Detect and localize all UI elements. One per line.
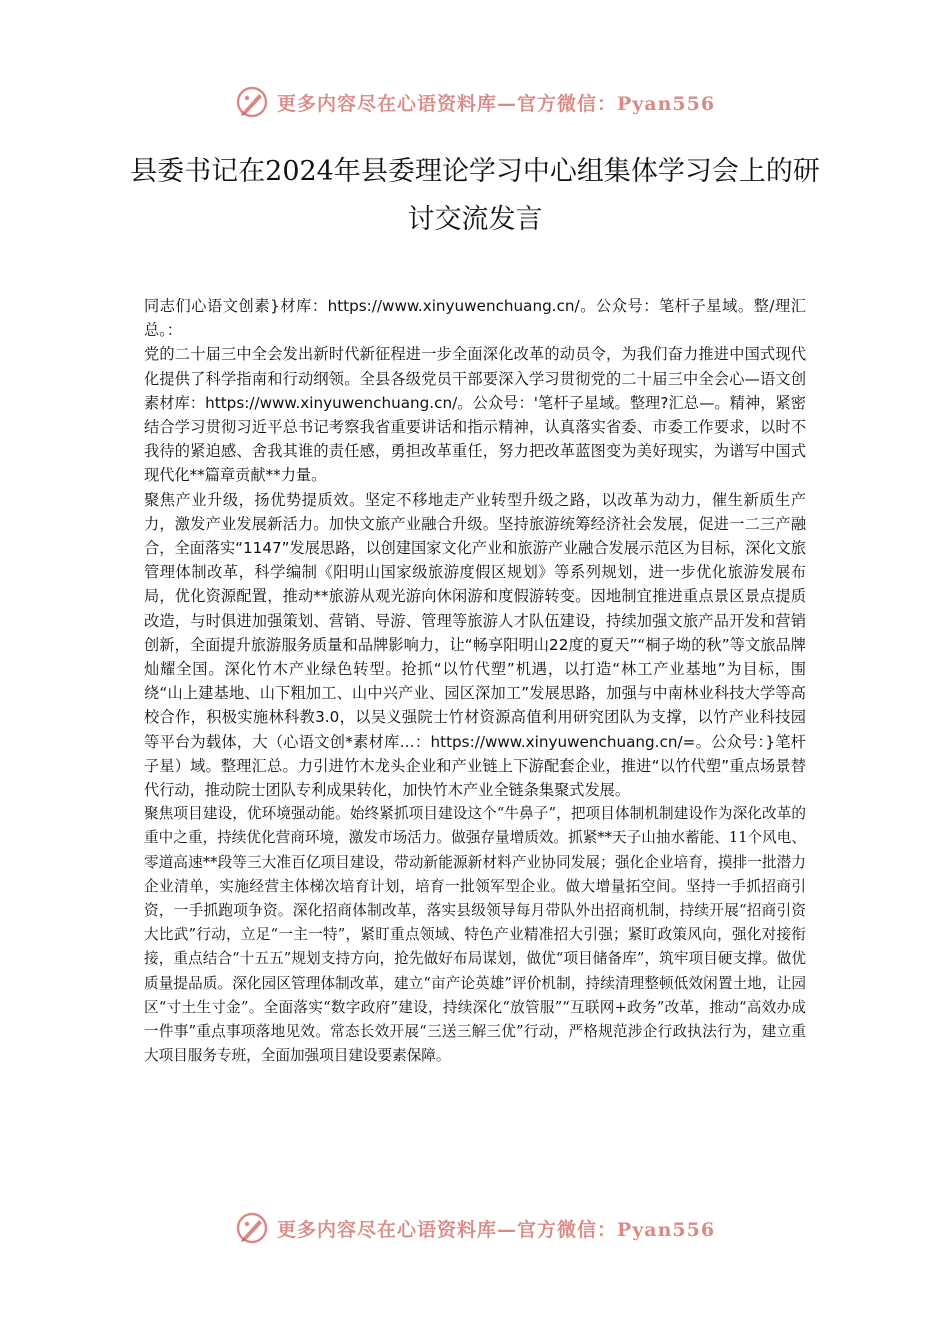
paragraph-intro: 同志们心语文创素}材库：https://www.xinyuwenchuang.cn/。公众号：笔杆子星域。整/理汇总。： — [144, 297, 806, 340]
footer-banner — [0, 1208, 950, 1248]
paragraph-reform-study: 党的二十届三中全会发出新时代新征程进一步全面深化改革的动员令，为我们奋力推进中国式现代化提供了科学指南和行动纲领。全县各级党员干部要深入学习贯彻党的二十届三中全会心—语文创素材库：https://www.xinyuwenchuang.cn/。公众号：'笔杆子星域。整理?汇总—。精神，紧密结合学习贯彻习近平总书记考察我省重要讲话和指示精神，认真落实省委、市委工作要求，以时不我待的紧迫感、舍我其谁的责任感，勇担改革重任，努力把改革蓝图变为美好现实，为谱写中国式现代化**篇章贡献**力量。 — [144, 345, 806, 485]
paragraph-project-construction: 聚焦项目建设，优环境强动能。始终紧抓项目建设这个“牛鼻子”，把项目体制机制建设作为深化改革的重中之重，持续优化营商环境，激发市场活力。做强存量增质效。抓紧**天子山抽水蓄能、11个风电、零道高速**段等三大准百亿项目建设，带动新能源新材料产业协同发展；强化企业培育，摸排一批潜力企业清单，实施经营主体梯次培育计划，培育一批领军型企业。做大增量拓空间。坚持一手抓招商引资，一手抓跑项争资。深化招商体制改革，落实县级领导每月带队外出招商机制，持续开展“招商引资大比武”行动，立足“一主一特”，紧盯重点领域、特色产业精准招大引强；紧盯政策风向，强化对接衔接，重点结合“十五五”规划支持方向，抢先做好布局谋划，做优“项目储备库”，筑牢项目硬支撑。做优质量提品质。深化园区管理体制改革，建立“亩产论英雄”评价机制，持续清理整顿低效闲置土地，让园区“寸土生寸金”。全面落实“数字政府”建设，持续深化“放管服”“互联网+政务”改革，推动“高效办成一件事”重点事项落地见效。常态长效开展“三送三解三优”行动，严格规范涉企行政执法行为，建立重大项目服务专班，全面加强项目建设要素保障。 — [144, 805, 806, 1065]
document-body — [144, 294, 806, 1069]
banner-text: 更多内容尽在心语资料库—官方微信：Pyan556 — [276, 92, 716, 115]
brush-pen-logo-icon — [235, 85, 269, 119]
banner-text: 更多内容尽在心语资料库—官方微信：Pyan556 — [276, 1218, 716, 1241]
document-title: 县委书记在2024年县委理论学习中心组集体学习会上的研讨交流发言 — [130, 156, 820, 235]
header-banner — [0, 82, 950, 122]
brush-pen-logo-icon — [235, 1211, 269, 1245]
paragraph-industry-upgrade: 聚焦产业升级，扬优势提质效。坚定不移地走产业转型升级之路，以改革为动力，催生新质生产力，激发产业发展新活力。加快文旅产业融合升级。坚持旅游统筹经济社会发展，促进一二三产融合，全面落实“1147”发展思路，以创建国家文化产业和旅游产业融合发展示范区为目标，深化文旅管理体制改革，科学编制《阳明山国家级旅游度假区规划》等系列规划，进一步优化旅游发展布局，优化资源配置，推动**旅游从观光游向休闲游和度假游转变。因地制宜推进重点景区景点提质改造，与时俱进加强策划、营销、导游、管理等旅游人才队伍建设，持续加强文旅产品开发和营销创新，全面提升旅游服务质量和品牌影响力，让“畅享阳明山22度的夏天”“桐子坳的秋”等文旅品牌灿耀全国。深化竹木产业绿色转型。抢抓“以竹代塑”机遇，以打造“林工产业基地”为目标，围绕“山上建基地、山下粗加工、山中兴产业、园区深加工”发展思路，加强与中南林业科技大学等高校合作，积极实施林科教3.0，以吴义强院士竹材资源高值利用研究团队为支撑，以竹产业科技园等平台为载体，大（心语文创*素材库…：https://www.xinyuwenchuang.cn/=。公众号：}笔杆子星）域。整理汇总。力引进竹木龙头企业和产业链上下游配套企业，推进“以竹代塑”重点场景替代行动，推动院士团队专利成果转化，加快竹木产业全链条集聚式发展。 — [144, 490, 806, 800]
